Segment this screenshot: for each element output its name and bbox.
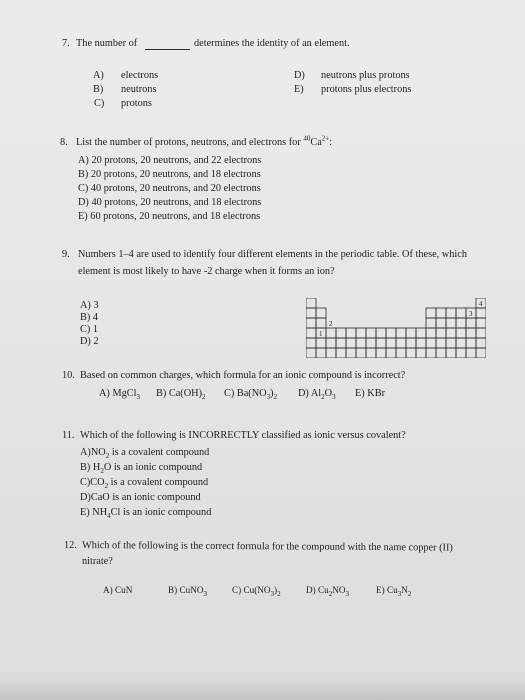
q11-number: 11.	[62, 430, 75, 441]
periodic-table-cell	[356, 348, 366, 358]
q11-stem: Which of the following is INCORRECTLY classified as ionic versus covalent?	[80, 430, 406, 441]
periodic-table-cell	[456, 308, 466, 318]
isotope-symbol: Ca	[310, 137, 322, 148]
periodic-table-cell	[316, 348, 326, 358]
q10-option-e: E) KBr	[355, 388, 386, 399]
periodic-table-cell	[356, 338, 366, 348]
periodic-table-cell	[396, 338, 406, 348]
periodic-table-cell	[366, 348, 376, 358]
periodic-table-cell	[336, 328, 346, 338]
periodic-table-cell	[376, 348, 386, 358]
periodic-table-cell	[416, 338, 426, 348]
q8-number: 8.	[60, 137, 68, 148]
periodic-table-label: 3	[469, 310, 473, 318]
periodic-table-cell	[426, 308, 436, 318]
q11-option-a: $A)NO_2$ is a covalent compound	[80, 447, 210, 461]
periodic-table-cell	[386, 338, 396, 348]
q9-option: A) 3	[80, 300, 99, 311]
q12-stem-line2: nitrate?	[82, 556, 113, 567]
periodic-table-cell	[316, 338, 326, 348]
periodic-table-cell	[466, 318, 476, 328]
q9-option: B) 4	[80, 312, 99, 323]
periodic-table-cell	[396, 328, 406, 338]
q8-option: C) 40 protons, 20 neutrons, and 20 electrons	[78, 183, 261, 194]
periodic-table-cell	[436, 318, 446, 328]
q10-option-b: B) $Ca(OH)_2$	[156, 388, 206, 402]
periodic-table-cell	[386, 328, 396, 338]
q9-stem-line1: Numbers 1–4 are used to identify four different elements in the periodic table. Of these, which	[78, 249, 467, 260]
periodic-table-cell	[426, 318, 436, 328]
q9-stem-line2: element is most likely to have -2 charge when it forms an ion?	[78, 266, 335, 277]
q9-number: 9.	[62, 249, 70, 260]
q7-option-letter: E)	[294, 84, 304, 95]
periodic-table-cell	[476, 348, 486, 358]
periodic-table-cell	[346, 348, 356, 358]
periodic-table-cell	[476, 318, 486, 328]
q10-stem: Based on common charges, which formula for an ionic compound is incorrect?	[80, 370, 406, 381]
periodic-table-cell	[306, 328, 316, 338]
periodic-table-cell	[306, 338, 316, 348]
periodic-table-cell	[346, 338, 356, 348]
q12-option-c: C) $Cu(NO_3)_2$	[232, 585, 281, 598]
periodic-table-cell	[476, 338, 486, 348]
q11-option-b: B) $H_2O$ is an ionic compound	[80, 462, 203, 476]
periodic-table-cell	[416, 348, 426, 358]
q12-option-e: E) $Cu_3N_2$	[376, 585, 412, 598]
q11-option-c: $C)CO_2$ is a covalent compound	[80, 477, 209, 491]
periodic-table-cell	[306, 308, 316, 318]
periodic-table-cell	[306, 298, 316, 308]
periodic-table-cell	[376, 338, 386, 348]
q12-stem-line1: Which of the following is the correct formula for the compound with the name copper (II)	[81, 540, 453, 554]
q8-option: B) 20 protons, 20 neutrons, and 18 electrons	[78, 169, 261, 180]
periodic-table-cell	[426, 328, 436, 338]
periodic-table-cell	[446, 318, 456, 328]
periodic-table-cell	[336, 348, 346, 358]
q7-option-letter: C)	[94, 98, 105, 109]
q7-option-letter: B)	[93, 84, 104, 95]
page-shadow	[0, 678, 525, 700]
q11-option-e: E) $NH_4Cl$ is an ionic compound	[80, 507, 212, 521]
q8-stem: List the number of protons, neutrons, and electrons for $^{40}Ca^{2+}$:	[76, 134, 333, 148]
q10-option-c: C) $Ba(NO_3)_2$	[224, 388, 278, 402]
periodic-table-cell	[466, 338, 476, 348]
q8-option: A) 20 protons, 20 neutrons, and 22 electrons	[78, 155, 262, 166]
periodic-table-cell	[406, 348, 416, 358]
q12-option-a: A) CuN	[103, 585, 133, 595]
periodic-table-cell	[446, 338, 456, 348]
periodic-table-cell	[426, 348, 436, 358]
periodic-table-cell	[436, 308, 446, 318]
periodic-table-sketch	[306, 298, 486, 358]
periodic-table-cell	[316, 308, 326, 318]
q7-option-letter: A)	[93, 70, 104, 81]
periodic-table-cell	[466, 328, 476, 338]
periodic-table-cell	[446, 348, 456, 358]
periodic-table-cell	[456, 328, 466, 338]
q7-option-text: protons plus electrons	[321, 84, 412, 95]
periodic-table-cell	[406, 328, 416, 338]
q8-option: D) 40 protons, 20 neutrons, and 18 electrons	[78, 197, 262, 208]
periodic-table-cell	[396, 348, 406, 358]
periodic-table-cell	[436, 338, 446, 348]
periodic-table-cell	[366, 338, 376, 348]
periodic-table-cell	[346, 328, 356, 338]
q7-option-letter: D)	[294, 70, 305, 81]
periodic-table-cell	[316, 318, 326, 328]
periodic-table-label: 2	[329, 320, 333, 328]
q7-option-text: neutrons plus protons	[321, 70, 410, 81]
periodic-table-cell	[436, 328, 446, 338]
q7-stem-before: The number of	[76, 38, 138, 49]
periodic-table-label: 4	[479, 300, 483, 308]
q10-option-a: A) MgCl$_3$	[99, 388, 140, 402]
periodic-table-cell	[326, 348, 336, 358]
q9-option: C) 1	[80, 324, 99, 335]
q12-option-d: D) $Cu_2NO_3$	[306, 585, 349, 598]
periodic-table-cell	[336, 338, 346, 348]
periodic-table-cell	[376, 328, 386, 338]
periodic-table-cell	[326, 338, 336, 348]
q7-option-text: protons	[121, 98, 152, 109]
q9-option: D) 2	[80, 336, 99, 347]
periodic-table-cell	[366, 328, 376, 338]
q8-option: E) 60 protons, 20 neutrons, and 18 electrons	[78, 211, 261, 222]
q7-answer-blank[interactable]	[145, 49, 190, 50]
q7-number: 7.	[62, 38, 70, 49]
periodic-table-cell	[476, 328, 486, 338]
periodic-table-cell	[406, 338, 416, 348]
q7-stem-after: determines the identity of an element.	[194, 38, 350, 49]
q7-option-text: electrons	[121, 70, 159, 81]
periodic-table-label: 1	[319, 330, 323, 338]
q7-option-text: neutrons	[121, 84, 157, 95]
periodic-table-cell	[446, 308, 456, 318]
isotope-charge: 2+	[321, 134, 330, 143]
isotope-mass-number: 40	[303, 134, 311, 143]
periodic-table-cell	[426, 338, 436, 348]
periodic-table-cell	[436, 348, 446, 358]
periodic-table-cell	[476, 308, 486, 318]
periodic-table-cell	[306, 348, 316, 358]
periodic-table-cell	[416, 328, 426, 338]
q12-option-b: B) CuNO$_3$	[168, 585, 207, 598]
periodic-table-cell	[456, 338, 466, 348]
periodic-table-cell	[386, 348, 396, 358]
periodic-table-grid	[306, 298, 486, 358]
q12-number: 12.	[64, 540, 77, 551]
periodic-table-cell	[306, 318, 316, 328]
periodic-table-cell	[326, 328, 336, 338]
q10-option-d: D) $Al_2O_3$	[298, 388, 336, 402]
periodic-table-cell	[466, 348, 476, 358]
periodic-table-cell	[446, 328, 456, 338]
periodic-table-cell	[356, 328, 366, 338]
periodic-table-cell	[456, 348, 466, 358]
q11-option-d: D)CaO is an ionic compound	[80, 492, 201, 503]
periodic-table-cell	[456, 318, 466, 328]
q10-number: 10.	[62, 370, 75, 381]
